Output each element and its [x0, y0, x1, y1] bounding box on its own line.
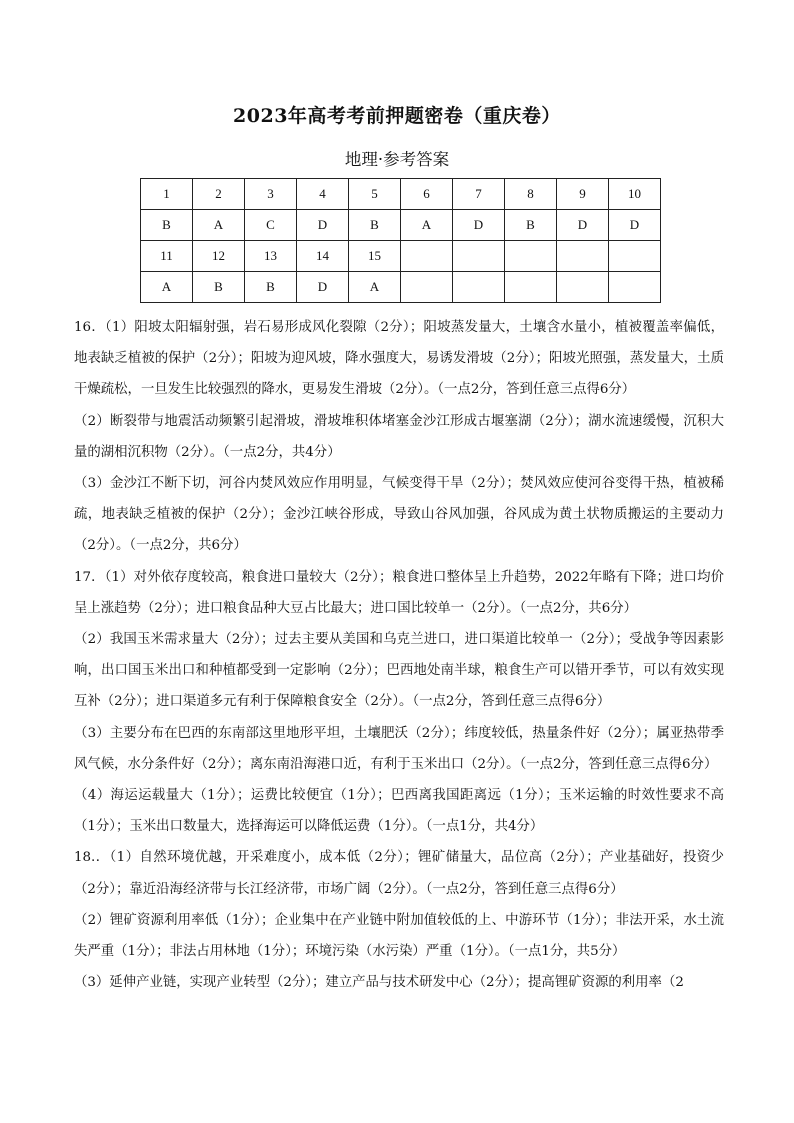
answer-body: [74, 312, 724, 998]
table-cell: 13: [245, 241, 297, 272]
table-cell: 1: [141, 179, 193, 210]
table-cell: D: [453, 210, 505, 241]
table-cell: [401, 272, 453, 303]
page-title: 2023年高考考前押题密卷（重庆卷）: [233, 105, 561, 127]
table-cell: C: [245, 210, 297, 241]
table-cell: [557, 241, 609, 272]
answer-table: [140, 178, 661, 303]
answer-17-4: （4）海运运载量大（1分）；运费比较便宜（1分）；巴西离我国距离远（1分）；玉米运输的时效性要求不高（1分）；玉米出口数量大，选择海运可以降低运费（1分）。（一点1分，共4分）: [74, 788, 724, 835]
answer-16-2: （2）断裂带与地震活动频繁引起滑坡，滑坡堆积体堵塞金沙江形成古堰塞湖（2分）；湖水流速缓慢，沉积大量的湖相沉积物（2分）。（一点2分，共4分）: [74, 413, 724, 460]
table-row: [141, 241, 661, 272]
table-cell: 9: [557, 179, 609, 210]
table-cell: B: [141, 210, 193, 241]
table-cell: 10: [609, 179, 661, 210]
table-cell: A: [401, 210, 453, 241]
table-cell: D: [297, 272, 349, 303]
table-cell: [505, 272, 557, 303]
table-cell: [453, 241, 505, 272]
table-cell: B: [245, 272, 297, 303]
table-row: [141, 210, 661, 241]
answer-18-1: 18.．（1）自然环境优越，开采难度小，成本低（2分）；锂矿储量大，品位高（2分）；产业基础好，投资少（2分）；靠近沿海经济带与长江经济带，市场广阔（2分）。（一点2分，答到任意三点得6分）: [74, 850, 724, 897]
table-cell: 6: [401, 179, 453, 210]
table-cell: 3: [245, 179, 297, 210]
table-cell: 5: [349, 179, 401, 210]
answer-16-1: 16．（1）阳坡太阳辐射强，岩石易形成风化裂隙（2分）；阳坡蒸发量大，土壤含水量小，植被覆盖率偏低，地表缺乏植被的保护（2分）；阳坡为迎风坡，降水强度大，易诱发滑坡（2分）；阳坡光照强，蒸发量大，土质干燥疏松，一旦发生比较强烈的降水，更易发生滑坡（2分）。（一点2分，答到任意三点得6分）: [74, 320, 724, 398]
table-cell: D: [609, 210, 661, 241]
table-cell: [609, 241, 661, 272]
table-cell: 8: [505, 179, 557, 210]
table-cell: [401, 241, 453, 272]
table-cell: 14: [297, 241, 349, 272]
table-cell: D: [297, 210, 349, 241]
table-cell: 15: [349, 241, 401, 272]
table-cell: [609, 272, 661, 303]
table-row: [141, 179, 661, 210]
table-cell: 12: [193, 241, 245, 272]
table-cell: 11: [141, 241, 193, 272]
table-cell: [453, 272, 505, 303]
table-cell: D: [557, 210, 609, 241]
table-row: [141, 272, 661, 303]
table-cell: [557, 272, 609, 303]
answer-16-3: （3）金沙江不断下切，河谷内焚风效应作用明显，气候变得干旱（2分）；焚风效应使河谷变得干热，植被稀疏，地表缺乏植被的保护（2分）；金沙江峡谷形成，导致山谷风加强，谷风成为黄土状物质搬运的主要动力（2分）。（一点2分，共6分）: [74, 476, 724, 554]
answer-17-3: （3）主要分布在巴西的东南部这里地形平坦，土壤肥沃（2分）；纬度较低，热量条件好（2分）；属亚热带季风气候，水分条件好（2分）；离东南沿海港口近，有利于玉米出口（2分）。（一点2分，答到任意三点得6分）: [74, 725, 724, 772]
table-cell: B: [349, 210, 401, 241]
answer-17-1: 17．（1）对外依存度较高，粮食进口量较大（2分）；粮食进口整体呈上升趋势，2022年略有下降；进口均价呈上涨趋势（2分）；进口粮食品种大豆占比最大；进口国比较单一（2分）。（一点2分，共6分）: [74, 569, 724, 616]
page-subtitle: 地理·参考答案: [344, 150, 450, 169]
table-cell: [505, 241, 557, 272]
table-cell: 4: [297, 179, 349, 210]
table-cell: A: [349, 272, 401, 303]
answer-18-3: （3）延伸产业链，实现产业转型（2分）；建立产品与技术研发中心（2分）；提高锂矿资源的利用率（2: [74, 975, 684, 991]
table-cell: 7: [453, 179, 505, 210]
answer-18-2: （2）锂矿资源利用率低（1分）；企业集中在产业链中附加值较低的上、中游环节（1分）；非法开采，水土流失严重（1分）；非法占用林地（1分）；环境污染（水污染）严重（1分）。（一点1分，共5分）: [74, 912, 724, 960]
table-cell: B: [505, 210, 557, 241]
table-cell: A: [141, 272, 193, 303]
table-cell: A: [193, 210, 245, 241]
answer-17-2: （2）我国玉米需求量大（2分）；过去主要从美国和乌克兰进口，进口渠道比较单一（2分）；受战争等因素影响，出口国玉米出口和种植都受到一定影响（2分）；巴西地处南半球，粮食生产可以错开季节，可以有效实现互补（2分）；进口渠道多元有利于保障粮食安全（2分）。（一点2分，答到任意三点得6分）: [74, 632, 724, 710]
table-cell: 2: [193, 179, 245, 210]
table-cell: B: [193, 272, 245, 303]
